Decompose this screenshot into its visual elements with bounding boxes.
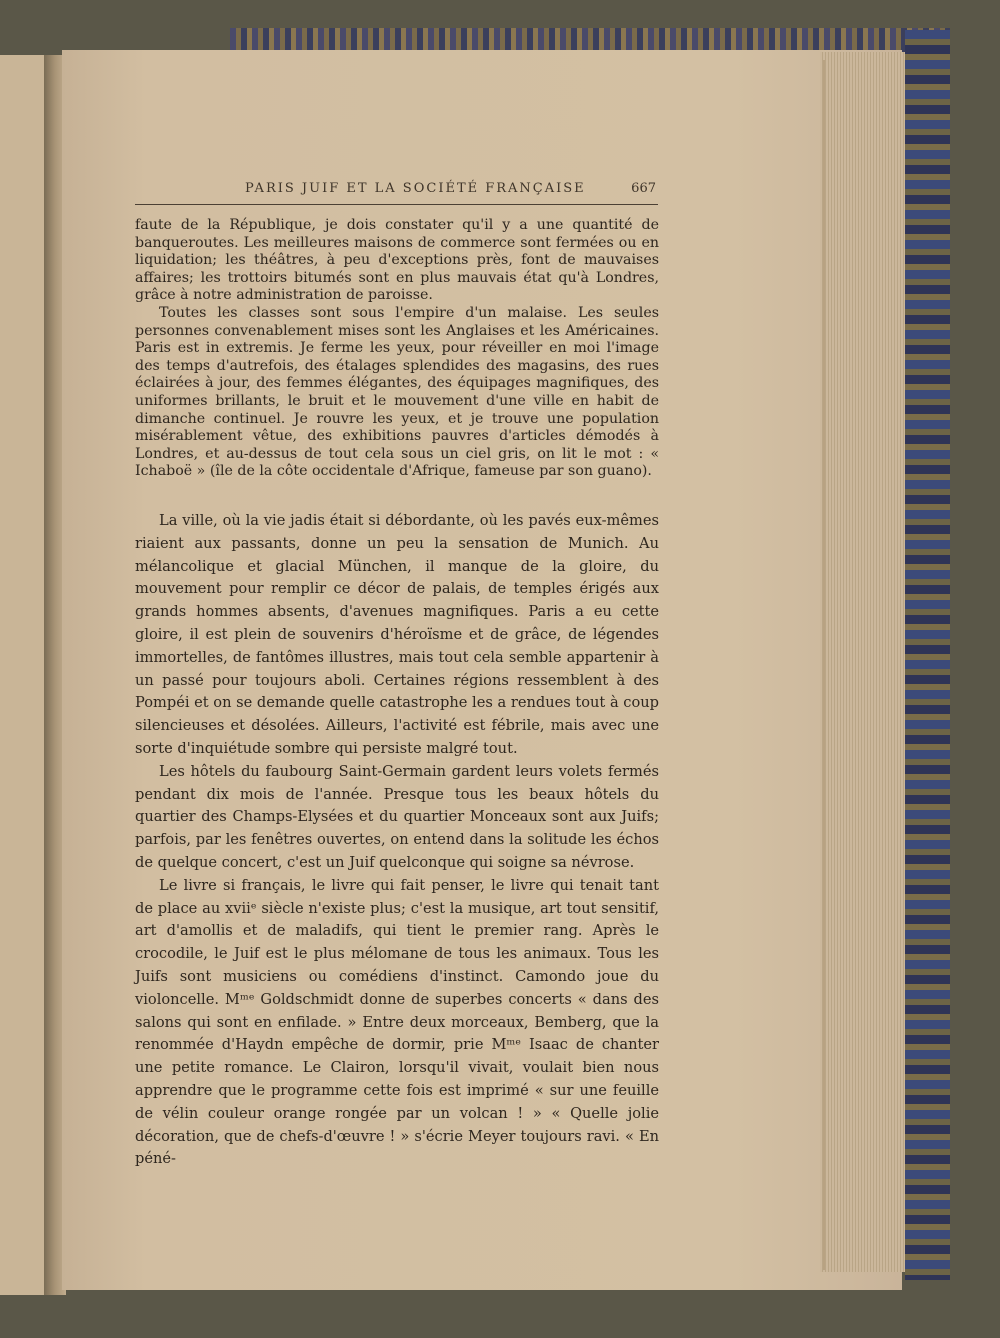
book-cover-right-edge [905, 30, 950, 1280]
paragraph: Les hôtels du faubourg Saint-Germain gardent leurs volets fermés pendant dix mois de l'année. Presque tous les beaux hôtels du quartier des Champs-Elysées et du quartier Monceaux sont aux Juifs; parfois, par les fenêtres ouvertes, on entend dans la solitude les échos de quelque concert, c'est un Juif quelconque qui soigne sa névrose. [135, 762, 659, 871]
page-stack-edges [820, 52, 905, 1272]
paragraph: faute de la République, je dois constater qu'il y a une quantité de banqueroutes. Les meilleures maisons de commerce sont fermées ou en liquidation; les théâtres, à peu d'exceptions près, font de mauvaises affaires; les trottoirs bitumés sont en plus mauvais état qu'à Londres, grâce à notre administration de paroisse. [135, 217, 659, 304]
paragraph: Le livre si français, le livre qui fait penser, le livre qui tenait tant de place au xviiᵉ siècle n'existe plus; c'est la musique, art tout sensitif, art d'amollis et de maladifs, qui tient le premier rang. Après le crocodile, le Juif est le plus mélomane de tous les animaux. Tous les Juifs sont musiciens ou comédiens d'instinct. Camondo joue du violoncelle. Mᵐᵉ Goldschmidt donne de superbes concerts « dans des salons qui sont en enfilade. » Entre deux morceaux, Bemberg, que la renommée d'Haydn empêche de dormir, prie Mᵐᵉ Isaac de chanter une petite romance. Le Clairon, lorsqu'il vivait, voulait bien nous apprendre que le programme cette fois est imprimé « sur une feuille de vélin couleur orange rongée par un volcan ! » « Quelle jolie décoration, que de chefs-d'œuvre ! » s'écrie Meyer toujours ravi. « En péné- [135, 876, 659, 1168]
page-header [135, 178, 658, 205]
running-title: PARIS JUIF ET LA SOCIÉTÉ FRANÇAISE [245, 181, 586, 196]
text-block-small [135, 217, 659, 481]
text-block-main [135, 510, 659, 1171]
paragraph: La ville, où la vie jadis était si débordante, où les pavés eux-mêmes riaient aux passants, donne un peu la sensation de Munich. Au mélancolique et glacial München, il manque de la gloire, du mouvement pour remplir ce décor de palais, de temples érigés aux grands hommes absents, d'avenues magnifiques. Paris a eu cette gloire, il est plein de souvenirs d'héroïsme et de grâce, de légendes immortelles, de fantômes illustres, mais tout cela semble appartenir à un passé pour toujours aboli. Certaines régions ressemblent à des Pompéi et on se demande quelle catastrophe les a rendues tout à coup silencieuses et désolées. Ailleurs, l'activité est fébrile, mais avec une sorte d'inquiétude sombre qui persiste malgré tout. [135, 512, 659, 757]
paragraph: Toutes les classes sont sous l'empire d'un malaise. Les seules personnes convenablement mises sont les Anglaises et les Américaines. Paris est in extremis. Je ferme les yeux, pour réveiller en moi l'image des temps d'autrefois, des étalages splendides des magasins, des rues éclairées à jour, des femmes élégantes, des équipages magnifiques, des uniformes brillants, le bruit et le mouvement d'une ville en habit de dimanche continuel. Je rouvre les yeux, et je trouve une population misérablement vêtue, des exhibitions pauvres d'articles démodés à Londres, et au-dessus de tout cela sous un ciel gris, on lit le mot : « Ichaboë » (île de la côte occidentale d'Afrique, fameuse par son guano). [135, 304, 659, 480]
facing-page [0, 55, 48, 1295]
page-number: 667 [631, 181, 656, 196]
page-fold-line [823, 60, 825, 1270]
